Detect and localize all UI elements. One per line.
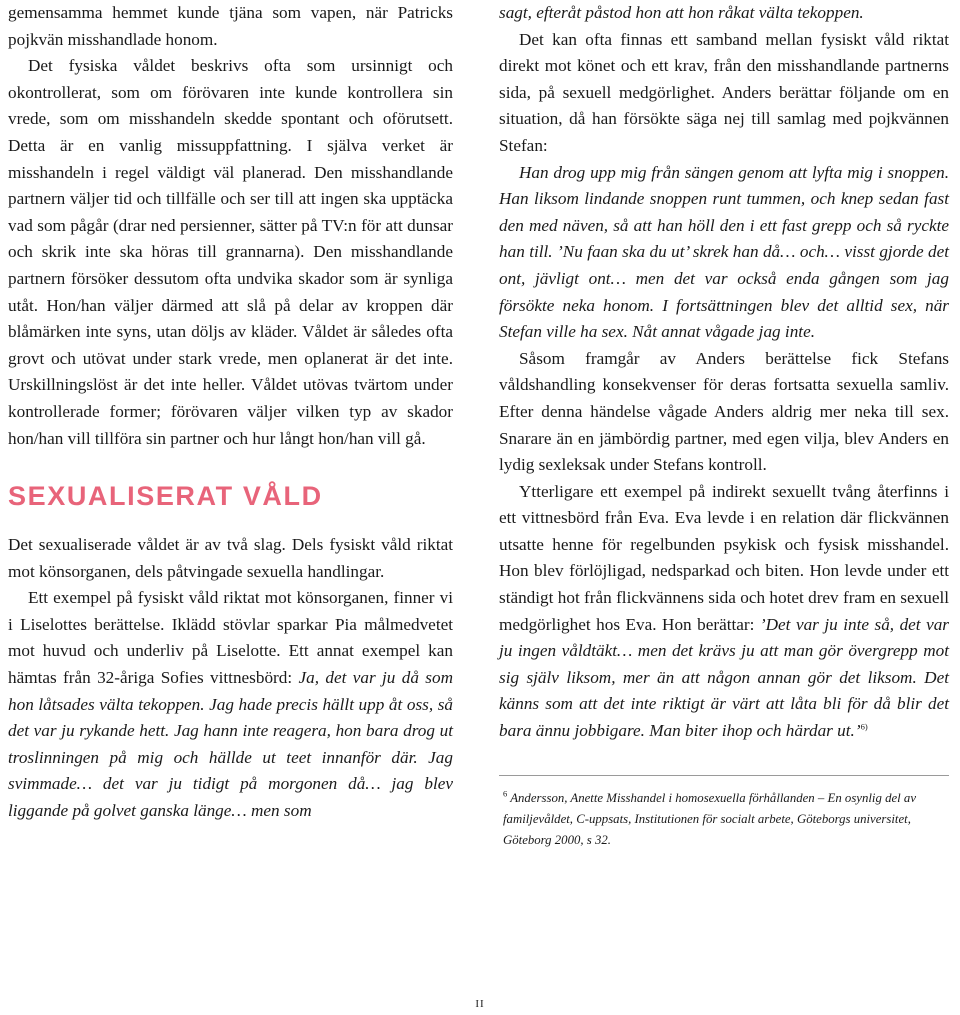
quote-continuation: sagt, efteråt påstod hon att hon råkat välta tekoppen.	[499, 3, 864, 22]
paragraph: Det kan ofta finnas ett samband mellan fysiskt våld riktat direkt mot könet och ett krav, från den misshandlande partnerns sida, på sexuell medgörlighet. Anders berättar följande om en situation, då han försökte säga nej till samlag med pojkvännen Stefan:	[499, 29, 949, 155]
footnote-reference: 6)	[860, 721, 868, 732]
paragraph-text: Ett exempel på fysiskt våld riktat mot könsorganen, finner vi i Liselottes berättelse. Iklädd stövlar sparkar Pia målmedvetet mot huvud och underliv på Liselotte. Ett annat exempel kan hämtas från 32-åriga Sofies vittnesbörd:	[8, 588, 453, 688]
paragraph: Det fysiska våldet beskrivs ofta som ursinnigt och okontrollerat, som om förövaren inte kunde kontrollera sin vrede, som om misshandeln skedde spontant och oförutsett. Detta är en vanlig missuppfattning. I själva verket är misshandeln i regel väldigt väl planerad. Den misshandlande partnern väljer tid och tillfälle och ser till att ingen ska upptäcka vad som pågår (drar ned persienner, sätter på TV:n för att dunsar och skrik inte ska höras till grannarna). Den misshandlande partnern försöker dessutom ofta undvika skador som är synliga utåt. Hon/han väljer därmed att slå på delar av kroppen där blåmärken inte syns, utan döljs av kläder. Våldet är således ofta grovt och utövat under stark vrede, men oplanerat är det inte. Urskillningslöst är det inte heller. Våldet utövas tvärtom under kontrollerade former; förövaren väljer vilken typ av skador hon/han vill tillföra sin partner och hur långt hon/han vill gå.	[8, 56, 453, 448]
paragraph: Såsom framgår av Anders berättelse fick Stefans våldshandling konsekvenser för deras fortsatta sexuella samliv. Efter denna händelse vågade Anders aldrig mer neka till sex. Snarare än en jämbördig partner, med egen vilja, blev Anders en lydig sexleksak under Stefans kontroll.	[499, 348, 949, 475]
footnote	[499, 788, 949, 851]
paragraph-with-quote	[8, 585, 453, 824]
footnote-text: Andersson, Anette Misshandel i homosexuella förhållanden – En osynlig del av familjevåldet, C-uppsats, Institutionen för socialt arbete, Göteborgs universitet, Göteborg 2000, s 32.	[503, 790, 916, 847]
section-heading: SEXUALISERAT VÅLD	[8, 481, 323, 512]
quote-text: ’Det var ju inte så, det var ju ingen våldtäkt… men det krävs ju att man gör övergrepp mot sig själv liksom, mer än att någon annan gör det liksom. Det känns som att det inte riktigt är värt att låta bli för då blir det bara ännu jobbigare. Man biter ihop och härdar ut.’	[499, 614, 949, 741]
footnote-number: 6	[503, 788, 508, 799]
left-column	[8, 0, 453, 825]
right-column	[499, 0, 949, 851]
quote-text: Ja, det var ju då som hon låtsades välta tekoppen. Jag hade precis hällt upp åt oss, så det var ju rykande hett. Jag hann inte reagera, hon bara drog ut troslinningen på mig och hällde ut teet innanför där. Jag svimmade… det var ju tidigt på morgonen då… jag blev liggande på golvet ganska länge… men som	[8, 668, 453, 821]
paragraph: Det sexualiserade våldet är av två slag. Dels fysiskt våld riktat mot könsorganen, dels påtvingade sexuella handlingar.	[8, 535, 453, 581]
block-quote: Han drog upp mig från sängen genom att lyfta mig i snoppen. Han liksom lindande snoppen runt tummen, och knep sedan fast den med näven, så att han höll den i ett fast grepp och så ryckte han till. ’Nu faan ska du ut’ skrek han då… och… visst gjorde det ont, jävligt ont… men det var också enda gången som jag försökte neka honom. I fortsättningen blev det alltid sex, när Stefan ville ha sex. Nåt annat vågade jag inte.	[499, 162, 949, 342]
page-number: II	[475, 998, 485, 1010]
paragraph-text: Ytterligare ett exempel på indirekt sexuellt tvång återfinns i ett vittnesbörd från Eva. Eva levde i en relation där flickvännen utsatte henne för regelbunden psykisk och fysisk misshandel. Hon blev förlöjligad, nedsparkad och biten. Hon levde under ett ständigt hot från flickvännens sida och hotet drev fram en sexuell medgörlighet hos Eva. Hon berättar:	[499, 481, 949, 634]
paragraph: gemensamma hemmet kunde tjäna som vapen, när Patricks pojkvän misshandlade honom.	[8, 3, 453, 49]
paragraph-with-quote	[499, 479, 949, 745]
footnote-divider	[499, 775, 949, 776]
